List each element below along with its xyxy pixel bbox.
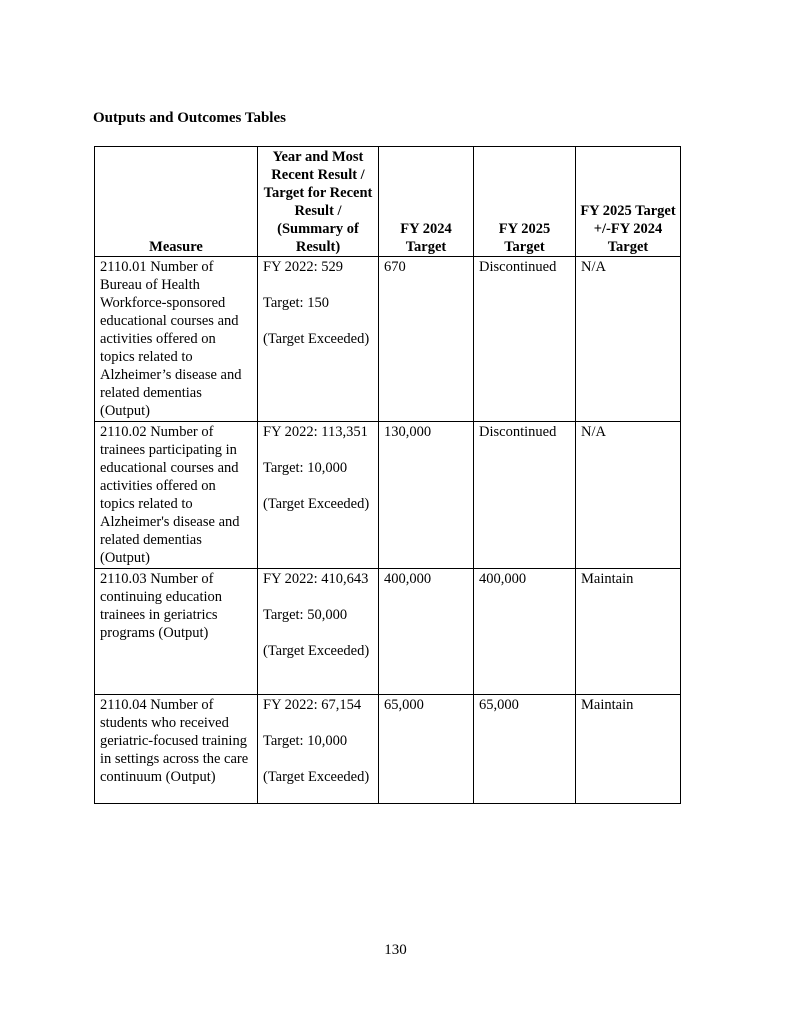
cell-measure: 2110.01 Number of Bureau of Health Workforce-sponsored educational courses and activities offered on topics related to Alzheimer’s disease and related dementias (Output)	[95, 257, 258, 422]
cell-measure: 2110.04 Number of students who received geriatric-focused training in settings across the care continuum (Output)	[95, 695, 258, 804]
cell-fy2024: 65,000	[379, 695, 474, 804]
header-measure: Measure	[95, 147, 258, 257]
table-row	[95, 569, 681, 695]
page-number: 130	[384, 942, 407, 958]
cell-fy2025: Discontinued	[474, 257, 576, 422]
header-target-change: FY 2025 Target +/-FY 2024 Target	[576, 147, 681, 257]
cell-measure: 2110.02 Number of trainees participating in educational courses and activities offered on topics related to Alzheimer's disease and related dementias (Output)	[95, 422, 258, 569]
outputs-outcomes-table	[94, 146, 681, 804]
cell-fy2025: 65,000	[474, 695, 576, 804]
cell-fy2024: 670	[379, 257, 474, 422]
cell-result: FY 2022: 410,643 Target: 50,000 (Target Exceeded)	[258, 569, 379, 695]
cell-fy2024: 400,000	[379, 569, 474, 695]
table-header-row	[95, 147, 681, 257]
header-fy2024-target: FY 2024 Target	[379, 147, 474, 257]
cell-change: Maintain	[576, 569, 681, 695]
cell-result: FY 2022: 67,154 Target: 10,000 (Target Exceeded)	[258, 695, 379, 804]
header-recent-result: Year and Most Recent Result / Target for Recent Result / (Summary of Result)	[258, 147, 379, 257]
table-row	[95, 422, 681, 569]
cell-measure: 2110.03 Number of continuing education trainees in geriatrics programs (Output)	[95, 569, 258, 695]
cell-change: N/A	[576, 422, 681, 569]
cell-fy2025: Discontinued	[474, 422, 576, 569]
cell-fy2024: 130,000	[379, 422, 474, 569]
cell-result: FY 2022: 529 Target: 150 (Target Exceeded)	[258, 257, 379, 422]
section-title: Outputs and Outcomes Tables	[93, 110, 286, 126]
cell-fy2025: 400,000	[474, 569, 576, 695]
table-row	[95, 257, 681, 422]
table-row	[95, 695, 681, 804]
header-fy2025-target: FY 2025 Target	[474, 147, 576, 257]
cell-result: FY 2022: 113,351 Target: 10,000 (Target Exceeded)	[258, 422, 379, 569]
cell-change: Maintain	[576, 695, 681, 804]
cell-change: N/A	[576, 257, 681, 422]
